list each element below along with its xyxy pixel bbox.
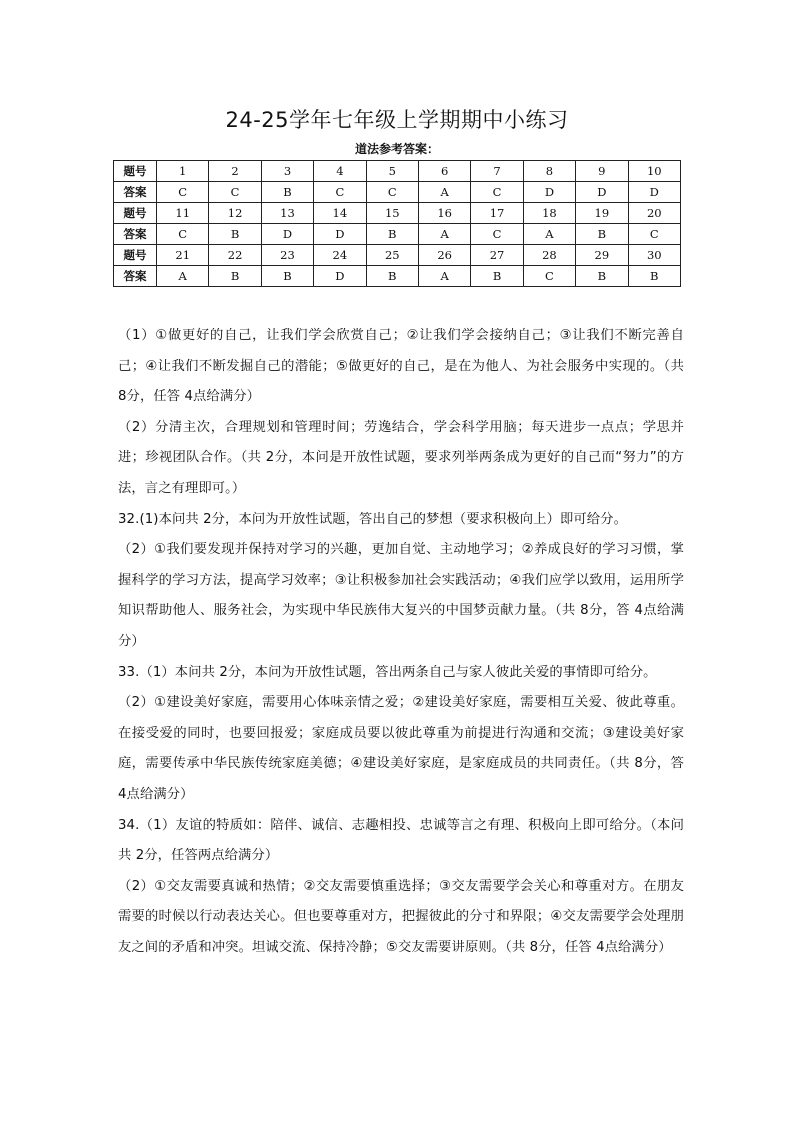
table-cell: 18 (523, 203, 575, 224)
table-cell: 5 (366, 161, 418, 182)
table-cell: D (261, 224, 313, 245)
table-cell: 26 (418, 245, 470, 266)
table-cell: C (366, 182, 418, 203)
row-label: 题号 (114, 203, 157, 224)
table-cell: B (261, 182, 313, 203)
answer-paragraph: （2）①建设美好家庭，需要用心体味亲情之爱；②建设美好家庭，需要相互关爱、彼此尊重。在接受爱的同时，也要回报爱；家庭成员要以彼此尊重为前提进行沟通和交流；③建设美好家庭，需要传承中华民族传统家庭美德；④建设美好家庭，是家庭成员的共同责任。（共 8分，答 4点给满分） (118, 695, 684, 802)
table-cell: A (523, 224, 575, 245)
row-label: 答案 (114, 182, 157, 203)
table-cell: C (628, 224, 680, 245)
table-cell: 10 (628, 161, 680, 182)
table-cell: B (576, 266, 628, 287)
table-cell: B (471, 266, 523, 287)
table-cell: 22 (209, 245, 261, 266)
table-cell: 25 (366, 245, 418, 266)
table-row (114, 224, 681, 245)
table-cell: 20 (628, 203, 680, 224)
answer-paragraph: 33.（1）本问共 2分，本问为开放性试题，答出两条自己与家人彼此关爱的事情即可给分。 (118, 664, 657, 680)
table-cell: A (157, 266, 209, 287)
table-cell: 4 (314, 161, 366, 182)
table-cell: 21 (157, 245, 209, 266)
answer-paragraph: （2）分清主次，合理规划和管理时间；劳逸结合，学会科学用脑；每天进步一点点；学思并进；珍视团队合作。（共 2分，本问是开放性试题，要求列举两条成为更好的自己而“努力”的方法，言之有理即可。） (118, 419, 684, 496)
table-row (114, 161, 681, 182)
table-cell: A (418, 224, 470, 245)
table-cell: 13 (261, 203, 313, 224)
table-cell: 15 (366, 203, 418, 224)
table-cell: 19 (576, 203, 628, 224)
table-cell: 24 (314, 245, 366, 266)
table-cell: 29 (576, 245, 628, 266)
table-cell: 30 (628, 245, 680, 266)
table-cell: 11 (157, 203, 209, 224)
table-cell: 3 (261, 161, 313, 182)
answer-paragraph: （2）①我们要发现并保持对学习的兴趣，更加自觉、主动地学习；②养成良好的学习习惯，掌握科学的学习方法，提高学习效率；③让积极参加社会实践活动；④我们应学以致用，运用所学知识帮助他人、服务社会，为实现中华民族伟大复兴的中国梦贡献力量。（共 8分，答 4点给满分） (118, 542, 684, 649)
table-cell: B (576, 224, 628, 245)
answer-explanations (118, 321, 684, 963)
table-cell: C (523, 266, 575, 287)
table-cell: D (314, 224, 366, 245)
answer-paragraph: （2）①交友需要真诚和热情；②交友需要慎重选择；③交友需要学会关心和尊重对方。在朋友需要的时候以行动表达关心。但也要尊重对方，把握彼此的分寸和界限；④交友需要学会处理朋友之间的矛盾和冲突。坦诚交流、保持冷静；⑤交友需要讲原则。（共 8分，任答 4点给满分） (118, 878, 684, 955)
table-cell: 1 (157, 161, 209, 182)
table-cell: B (261, 266, 313, 287)
row-label: 答案 (114, 266, 157, 287)
table-cell: 2 (209, 161, 261, 182)
row-label: 答案 (114, 224, 157, 245)
table-cell: 7 (471, 161, 523, 182)
table-row (114, 182, 681, 203)
answer-table (113, 160, 681, 287)
table-cell: 27 (471, 245, 523, 266)
table-cell: D (628, 182, 680, 203)
table-cell: B (366, 224, 418, 245)
table-cell: A (418, 182, 470, 203)
table-cell: D (576, 182, 628, 203)
answer-paragraph: （1）①做更好的自己，让我们学会欣赏自己；②让我们学会接纳自己；③让我们不断完善自己；④让我们不断发掘自己的潜能；⑤做更好的自己，是在为他人、为社会服务中实现的。（共 8分，任答 4点给满分） (118, 328, 684, 405)
table-cell: 14 (314, 203, 366, 224)
table-cell: B (628, 266, 680, 287)
table-row (114, 266, 681, 287)
table-cell: B (209, 266, 261, 287)
row-label: 题号 (114, 161, 157, 182)
table-cell: 12 (209, 203, 261, 224)
table-cell: C (471, 182, 523, 203)
table-cell: A (418, 266, 470, 287)
table-cell: C (157, 224, 209, 245)
table-cell: 8 (523, 161, 575, 182)
table-cell: B (366, 266, 418, 287)
answer-paragraph: 34.（1）友谊的特质如：陪伴、诚信、志趣相投、忠诚等言之有理、积极向上即可给分。（本问共 2分，任答两点给满分） (118, 817, 684, 864)
row-label: 题号 (114, 245, 157, 266)
answer-key-subtitle: 道法参考答案： (354, 142, 439, 156)
page-title: 24-25学年七年级上学期期中小练习 (225, 108, 569, 132)
table-cell: C (157, 182, 209, 203)
table-cell: 23 (261, 245, 313, 266)
table-row (114, 245, 681, 266)
table-cell: C (314, 182, 366, 203)
table-cell: 17 (471, 203, 523, 224)
table-cell: 6 (418, 161, 470, 182)
table-cell: 28 (523, 245, 575, 266)
answer-paragraph: 32.(1)本问共 2分，本问为开放性试题，答出自己的梦想（要求积极向上）即可给分。 (118, 511, 627, 527)
table-cell: 9 (576, 161, 628, 182)
table-row (114, 203, 681, 224)
table-cell: 16 (418, 203, 470, 224)
table-cell: D (523, 182, 575, 203)
table-cell: D (314, 266, 366, 287)
table-cell: C (471, 224, 523, 245)
table-cell: C (209, 182, 261, 203)
table-cell: B (209, 224, 261, 245)
